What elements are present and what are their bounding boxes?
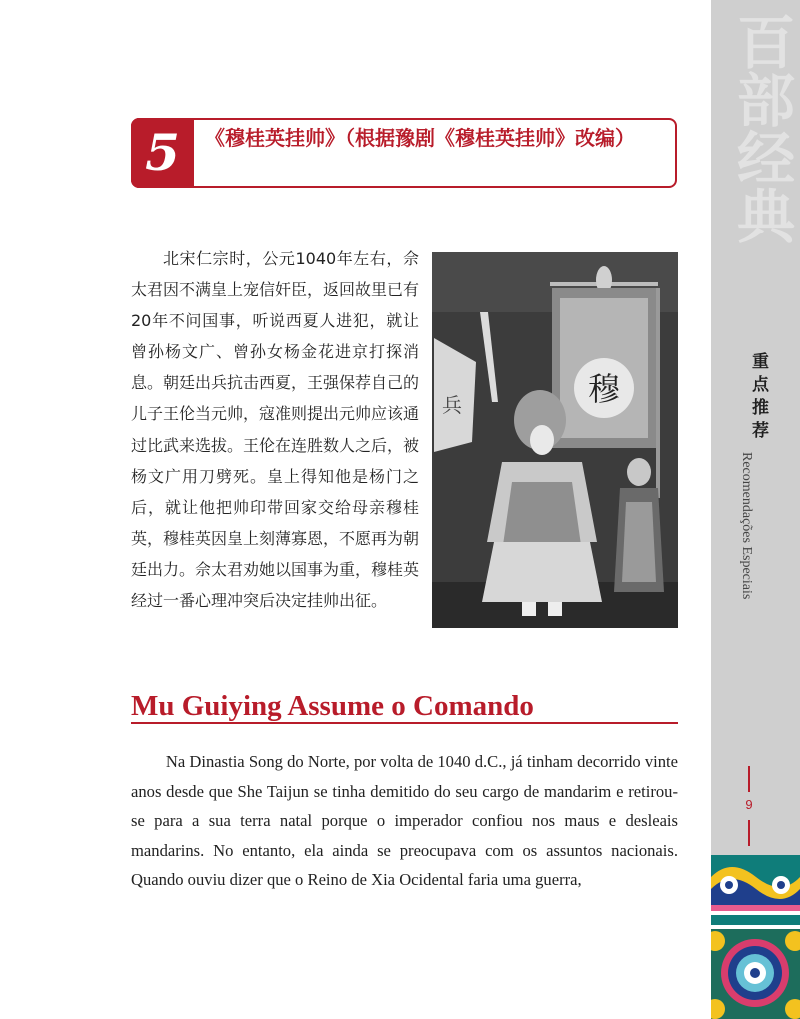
sidebar-ornament-pattern (711, 855, 800, 1019)
flag-character: 兵 (442, 393, 462, 417)
sidebar-section-title: 重点推荐 (748, 352, 768, 444)
section-number: 5 (131, 118, 194, 188)
page-number-line-bottom (748, 820, 750, 846)
page-number: 9 (745, 797, 753, 812)
portuguese-paragraph: Na Dinastia Song do Norte, por volta de 1040 d.C., já tinham decorrido vinte anos desde que She Taijun se tinha demitido do seu cargo de mandarim e retirou-se para a sua terra natal porque o imperador confiou nos maus e desleais mandarins. No entanto, ela ainda se preocupava com os assuntos nacionais. Quando ouviu dizer que o Reino de Xia Ocidental faria uma guerra, (131, 752, 678, 889)
portuguese-heading: Mu Guiying Assume o Comando (131, 690, 534, 722)
banner-character: 穆 (587, 370, 621, 408)
sidebar-watermark: 百部经典 (727, 12, 795, 244)
page-number-line-top (748, 766, 750, 792)
heading-underline (131, 722, 678, 724)
opera-photo (432, 252, 678, 628)
sidebar-section-subtitle: Recomendações Especiais (739, 452, 754, 600)
section-title: 《穆桂英挂帅》（根据豫剧《穆桂英挂帅》改编） (205, 126, 635, 150)
chinese-paragraph: 北宋仁宗时，公元1040年左右，佘太君因不满皇上宠信奸臣，返回故里已有20年不问国事，听说西夏人进犯，就让曾孙杨文广、曾孙女杨金花进京打探消息。朝廷出兵抗击西夏，王强保荐自己的儿子王伦当元帅，寇准则提出元帅应该通过比武来选拔。王伦在连胜数人之后，被杨文广用刀劈死。皇上得知他是杨门之后，就让他把帅印带回家交给母亲穆桂英，穆桂英因皇上刻薄寡恩，不愿再为朝廷出力。佘太君劝她以国事为重，穆桂英经过一番心理冲突后决定挂帅出征。 (131, 249, 420, 611)
